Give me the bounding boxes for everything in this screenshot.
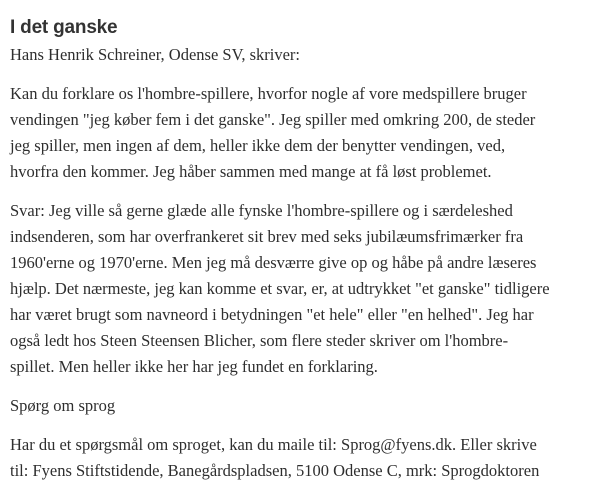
- question-line: hvorfra den kommer. Jeg håber sammen med mange at få løst problemet.: [10, 162, 492, 181]
- contact-line-2: til: Fyens Stiftstidende, Banegårdspladsen, 5100 Odense C, mrk: Sprogdoktoren: [10, 461, 540, 480]
- answer-line: Svar: Jeg ville så gerne glæde alle fynske l'hombre-spillere og i særdeleshed: [10, 201, 513, 220]
- contact-text-after: . Eller skrive: [452, 435, 537, 454]
- question-line: jeg spiller, men ingen af dem, heller ikke dem der benytter vendingen, ved,: [10, 136, 506, 155]
- contact-text-before: Har du et spørgsmål om sproget, kan du maile til:: [10, 435, 342, 454]
- answer-line: har været brugt som navneord i betydningen "et hele" eller "en helhed". Jeg har: [10, 305, 534, 324]
- question-line: vendingen "jeg køber fem i det ganske". Jeg spiller med omkring 200, de steder: [10, 110, 536, 129]
- answer-line: hjælp. Det nærmeste, jeg kan komme et svar, er, at udtrykket "et ganske" tidligere: [10, 279, 550, 298]
- byline: Hans Henrik Schreiner, Odense SV, skriver:: [10, 45, 301, 64]
- question-line: Kan du forklare os l'hombre-spillere, hvorfor nogle af vore medspillere bruger: [10, 84, 527, 103]
- article: [10, 14, 606, 497]
- article-title: I det ganske: [10, 17, 118, 38]
- answer-line: også ledt hos Steen Steensen Blicher, som flere steder skriver om l'hombre-: [10, 331, 509, 350]
- contact-line-1: [10, 432, 606, 458]
- email-link[interactable]: Sprog@fyens.dk: [341, 435, 452, 454]
- question-paragraph: [10, 81, 606, 185]
- section-label: Spørg om sprog: [10, 396, 116, 415]
- answer-line: spillet. Men heller ikke her har jeg fundet en forklaring.: [10, 357, 378, 376]
- answer-line: indsenderen, som har overfrankeret sit brev med seks jubilæumsfrimærker fra: [10, 227, 524, 246]
- contact-paragraph: [10, 432, 606, 484]
- answer-line: 1960'erne og 1970'erne. Men jeg må desværre give op og håbe på andre læseres: [10, 253, 537, 272]
- answer-paragraph: [10, 198, 606, 380]
